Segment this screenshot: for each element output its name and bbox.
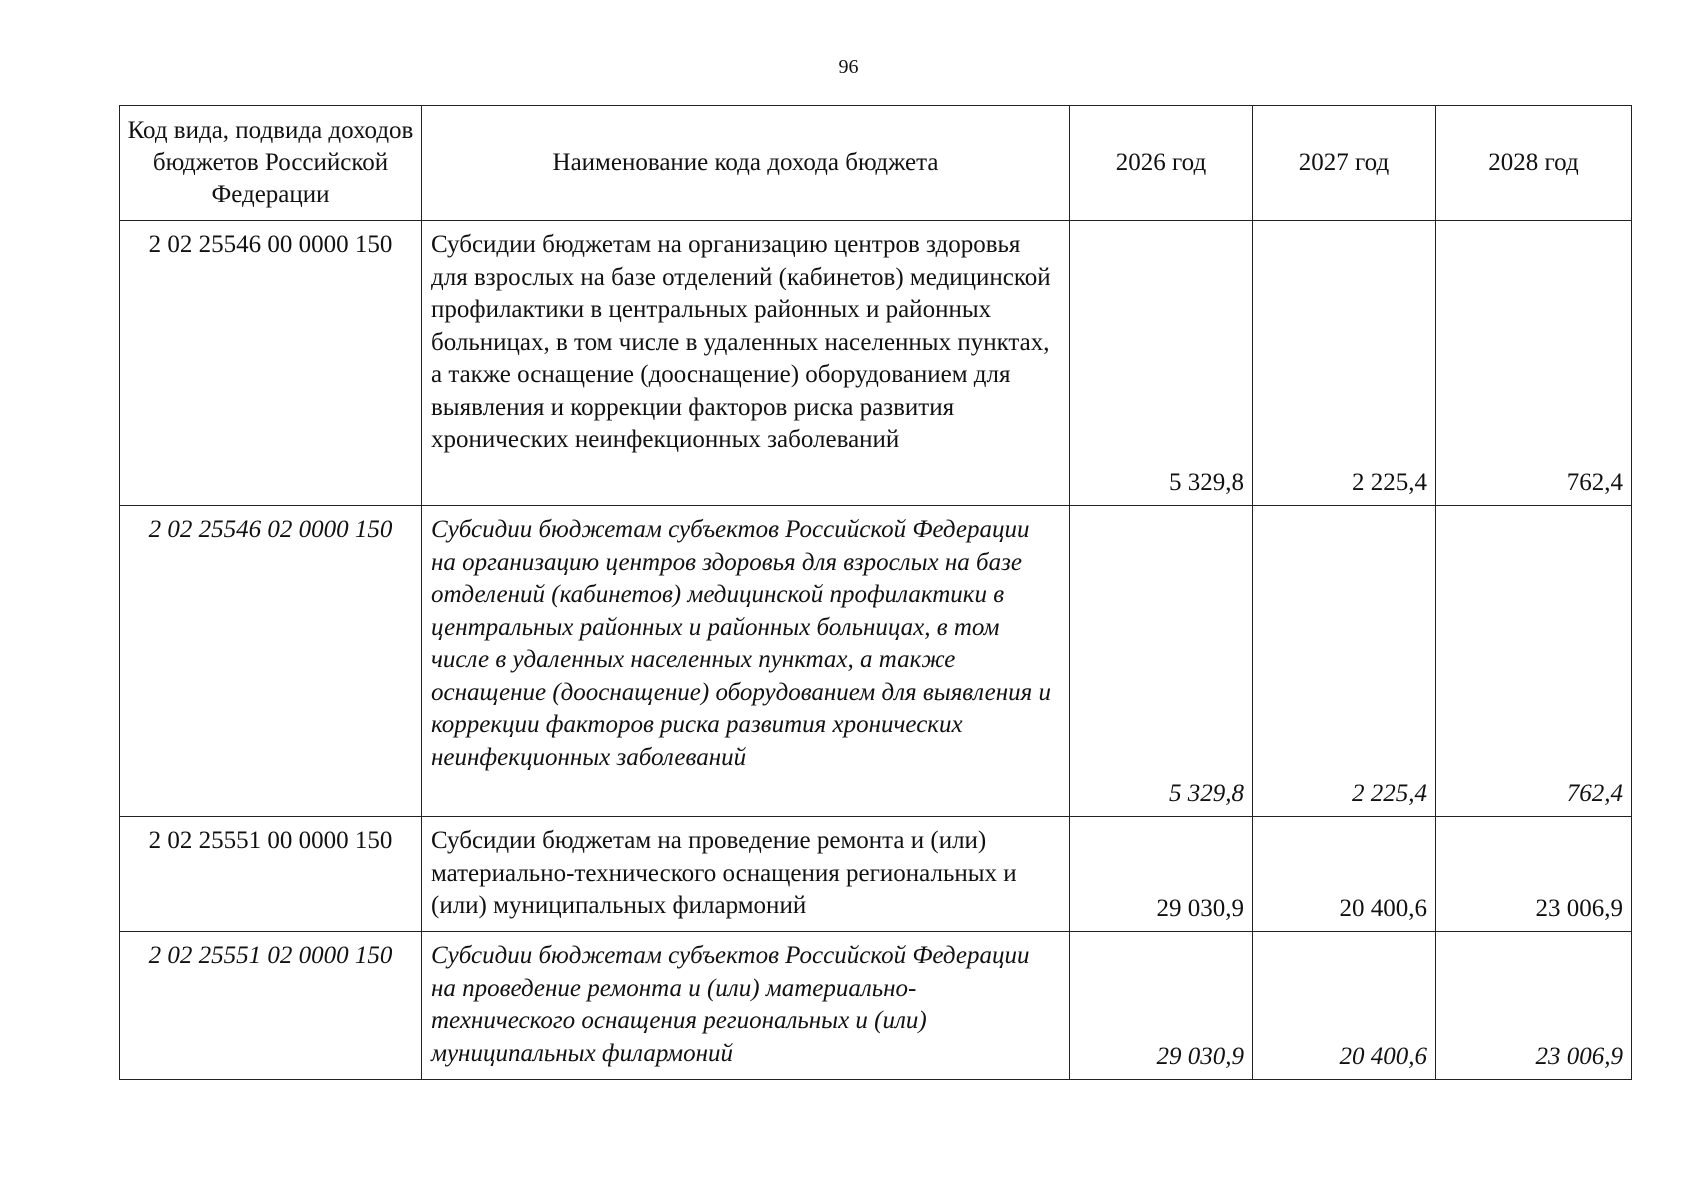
budget-revenue-table: [119, 105, 1632, 1080]
revenue-code: 2 02 25551 02 0000 150: [120, 932, 422, 1080]
header-name: Наименование кода дохода бюджета: [422, 106, 1070, 221]
value-2026: 29 030,9: [1070, 817, 1253, 932]
value-2028: 23 006,9: [1436, 932, 1632, 1080]
header-2028: 2028 год: [1436, 106, 1632, 221]
table-header-row: [120, 106, 1632, 221]
value-2027: 20 400,6: [1253, 932, 1436, 1080]
value-2028: 762,4: [1436, 221, 1632, 506]
page-number: 96: [838, 56, 859, 78]
revenue-code: 2 02 25546 02 0000 150: [120, 506, 422, 817]
value-2027: 2 225,4: [1253, 506, 1436, 817]
table-row: [120, 932, 1632, 1080]
table-row: [120, 506, 1632, 817]
value-2026: 5 329,8: [1070, 506, 1253, 817]
value-2028: 762,4: [1436, 506, 1632, 817]
header-2026: 2026 год: [1070, 106, 1253, 221]
value-2027: 2 225,4: [1253, 221, 1436, 506]
header-code: Код вида, подвида доходов бюджетов Российской Федерации: [120, 106, 422, 221]
revenue-name: Субсидии бюджетам субъектов Российской Федерации на проведение ремонта и (или) материально-технического оснащения региональных и (или) муниципальных филармоний: [422, 932, 1070, 1080]
table-row: [120, 817, 1632, 932]
revenue-name: Субсидии бюджетам на организацию центров здоровья для взрослых на базе отделений (кабинетов) медицинской профилактики в центральных районных и районных больницах, в том числе в удаленных населенных пунктах, а также оснащение (дооснащение) оборудованием для выявления и коррекции факторов риска развития хронических неинфекционных заболеваний: [422, 221, 1070, 506]
revenue-code: 2 02 25546 00 0000 150: [120, 221, 422, 506]
value-2026: 5 329,8: [1070, 221, 1253, 506]
table-row: [120, 221, 1632, 506]
revenue-name: Субсидии бюджетам на проведение ремонта и (или) материально-технического оснащения региональных и (или) муниципальных филармоний: [422, 817, 1070, 932]
value-2027: 20 400,6: [1253, 817, 1436, 932]
value-2026: 29 030,9: [1070, 932, 1253, 1080]
value-2028: 23 006,9: [1436, 817, 1632, 932]
revenue-code: 2 02 25551 00 0000 150: [120, 817, 422, 932]
revenue-name: Субсидии бюджетам субъектов Российской Федерации на организацию центров здоровья для взрослых на базе отделений (кабинетов) медицинской профилактики в центральных районных и районных больницах, в том числе в удаленных населенных пунктах, а также оснащение (дооснащение) оборудованием для выявления и коррекции факторов риска развития хронических неинфекционных заболеваний: [422, 506, 1070, 817]
header-2027: 2027 год: [1253, 106, 1436, 221]
